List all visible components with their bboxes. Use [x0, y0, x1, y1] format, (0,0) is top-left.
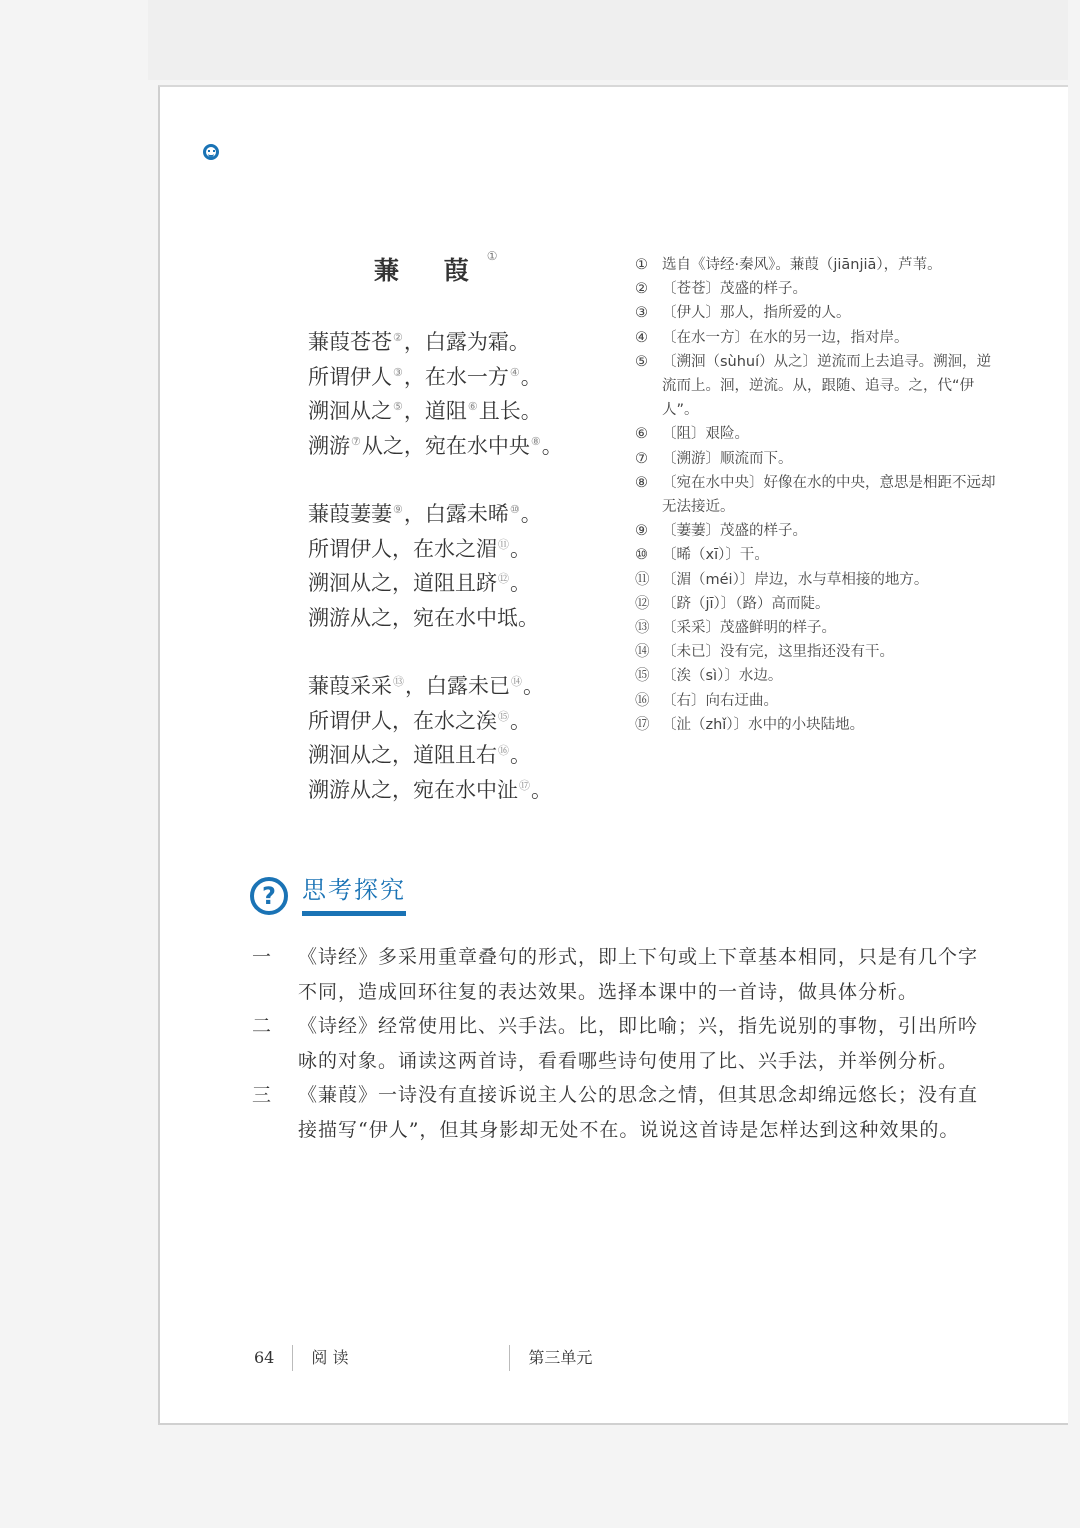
footnote-item [635, 277, 1005, 301]
divider [292, 1345, 293, 1371]
poem-text: 溯洄从之，道阻且右 [308, 743, 497, 767]
footnote-marker: ⑪ [498, 537, 509, 551]
footnote-marker: ⑭ [511, 675, 522, 688]
footnote-number: ④ [635, 329, 648, 346]
section-title: 思考探究 [302, 875, 406, 916]
poem-text: 。 [523, 674, 544, 698]
footnote-item [635, 422, 1005, 446]
footnote-item [635, 616, 1005, 640]
poem-text: 溯洄从之 [308, 399, 392, 423]
poem-text: 。 [520, 364, 542, 389]
poem-line [308, 429, 608, 464]
question-text: 《蒹葭》一诗没有直接诉说主人公的思念之情，但其思念却绵远悠长；没有直接描写“伊人”，但其身影却无处不在。说说这首诗是怎样达到这种效果的。 [298, 1084, 979, 1141]
footnote-text: 〔伊人〕那人，指所爱的人。 [662, 305, 851, 322]
footnote-text: 〔右〕向右迂曲。 [662, 692, 778, 709]
footnote-number: ⑩ [635, 547, 648, 564]
footnote-number: ⑬ [635, 620, 650, 637]
footnote-marker: ⑮ [498, 709, 509, 723]
footnote-text: 〔萋萋〕茂盛的样子。 [662, 523, 807, 540]
footnote-number: ⑪ [635, 571, 650, 588]
footer-unit: 第三单元 [528, 1348, 593, 1367]
footnote-item [635, 713, 1005, 737]
question-number: 一 [252, 946, 273, 968]
footnote-text: 〔湄（méi）〕岸边，水与草相接的地方。 [662, 571, 929, 588]
footnote-text: 〔未已〕没有完，这里指还没有干。 [662, 644, 894, 661]
footnote-marker: ④ [509, 365, 520, 379]
footnote-marker: ⑩ [509, 503, 520, 516]
poem-line [308, 325, 608, 360]
footnote-number: ③ [635, 305, 648, 322]
poem-line [308, 738, 608, 773]
poem-text: ，白露未已 [405, 674, 510, 698]
footnote-item [635, 519, 1005, 543]
poem-stanza [308, 669, 608, 807]
footnote-item [635, 301, 1005, 325]
footnote-marker: ⑦ [351, 434, 361, 448]
footnote-marker: ⑧ [530, 434, 541, 448]
poem-text: 所谓伊人 [308, 364, 392, 389]
footer-section: 阅 读 [311, 1348, 349, 1367]
poem-text: ，白露为霜。 [403, 330, 530, 354]
footnote-text: 〔采采〕茂盛鲜明的样子。 [662, 620, 836, 637]
footnote-marker: ⑬ [393, 675, 404, 688]
footnote-item [635, 350, 1005, 423]
footnote-item [635, 471, 1005, 519]
poem-line [308, 601, 608, 636]
poem-text: 所谓伊人，在水之涘 [308, 708, 497, 733]
poem-text: 。 [541, 433, 563, 458]
footnote-item [635, 543, 1005, 567]
footnote-text: 〔在水一方〕在水的另一边，指对岸。 [662, 329, 909, 346]
poem-text: 。 [510, 571, 531, 595]
poem-text: 。 [510, 536, 531, 561]
footnote-number: ⑦ [635, 450, 648, 467]
footnote-text: 〔溯游〕顺流而下。 [662, 450, 793, 467]
footnote-number: ⑮ [635, 668, 650, 685]
footnote-marker: ⑤ [393, 400, 403, 413]
poem-text: 且长。 [478, 399, 542, 423]
question-item [252, 1009, 992, 1078]
footnote-marker: ⑰ [519, 778, 530, 792]
poem-title [374, 249, 498, 289]
footnote-text: 〔宛在水中央〕好像在水的中央，意思是相距不远却无法接近。 [662, 474, 996, 516]
question-text: 《诗经》多采用重章叠句的形式，即上下句或上下章基本相同，只是有几个字不同，造成回环往复的表达效果。选择本课中的一首诗，做具体分析。 [298, 946, 979, 1003]
footnote-number: ② [635, 281, 648, 298]
textbook-page [158, 85, 1068, 1425]
poem-line [308, 497, 608, 532]
footnote-number: ⑫ [635, 595, 650, 612]
footnote-marker: ⑫ [498, 572, 509, 585]
question-item [252, 1078, 992, 1147]
footnote-text: 〔跻（jī）〕（路）高而陡。 [662, 595, 830, 612]
poem-stanza [308, 325, 608, 463]
footnote-text: 〔阻〕艰险。 [662, 426, 749, 443]
poem-text: 溯游 [308, 433, 350, 458]
footnote-marker: ③ [393, 365, 403, 379]
poem-line [308, 394, 608, 429]
footnote-item [635, 592, 1005, 616]
footnote-item [635, 253, 1005, 277]
poem-text: 蒹葭苍苍 [308, 330, 392, 354]
footnote-item [635, 689, 1005, 713]
footnote-marker: ⑥ [467, 400, 478, 413]
poem-text: 。 [510, 708, 531, 733]
footnote-text: 〔溯洄（sùhuí）从之〕逆流而上去追寻。溯洄，逆流而上。洄，逆流。从，跟随、追寻。之，代“伊人”。 [662, 353, 992, 419]
poem-text: 蒹葭采采 [308, 674, 392, 698]
question-text: 《诗经》经常使用比、兴手法。比，即比喻；兴，指先说别的事物，引出所吟咏的对象。诵读这两首诗，看看哪些诗句使用了比、兴手法，并举例分析。 [298, 1015, 979, 1072]
questions [252, 940, 992, 1147]
poem-text: ，在水一方 [403, 364, 509, 389]
question-number: 二 [252, 1015, 273, 1037]
poem-text: 所谓伊人，在水之湄 [308, 536, 497, 561]
footnote-item [635, 568, 1005, 592]
footnote-text: 〔涘（sì）〕水边。 [662, 668, 783, 685]
poem-line [308, 532, 608, 567]
footnote-marker: ⑨ [393, 503, 403, 516]
poem-stanza [308, 497, 608, 635]
poem-title-text: 蒹 葭 [374, 256, 487, 285]
poem-text: 。 [520, 502, 542, 526]
divider [509, 1345, 510, 1371]
poem-body [308, 325, 608, 841]
poem-text: 从之，宛在水中央 [361, 433, 530, 458]
footnote-number: ⑨ [635, 523, 648, 540]
footnote-text: 选自《诗经·秦风》。蒹葭（jiānjiā），芦苇。 [662, 257, 942, 273]
footnote-item [635, 326, 1005, 350]
footnote-marker: ① [486, 249, 498, 263]
poem-text: 蒹葭萋萋 [308, 502, 392, 526]
smiley-icon [203, 144, 219, 160]
poem-text: 。 [531, 777, 552, 802]
footnote-number: ⑤ [635, 353, 648, 370]
footnote-marker: ⑯ [498, 744, 509, 757]
poem-line [308, 773, 608, 808]
question-number: 三 [252, 1084, 273, 1106]
poem-text: 。 [510, 743, 531, 767]
footnote-number: ⑯ [635, 692, 650, 709]
poem-line [308, 566, 608, 601]
poem-text: 溯游从之，宛在水中坻。 [308, 605, 539, 630]
poem-text: 溯洄从之，道阻且跻 [308, 571, 497, 595]
footnote-number: ⑰ [635, 716, 650, 733]
page-number: 64 [254, 1348, 275, 1367]
footnote-item [635, 664, 1005, 688]
poem-text: ，白露未晞 [403, 502, 509, 526]
footnote-item [635, 640, 1005, 664]
footnote-number: ⑭ [635, 644, 650, 661]
footnote-text: 〔苍苍〕茂盛的样子。 [662, 281, 807, 298]
section-header [250, 875, 406, 916]
poem-text: 溯游从之，宛在水中沚 [308, 777, 518, 802]
page-footer [254, 1345, 592, 1371]
footnote-text: 〔晞（xī）〕干。 [662, 547, 769, 564]
poem-line [308, 360, 608, 395]
footnote-marker: ② [393, 331, 403, 344]
footnotes [635, 253, 1005, 737]
poem-line [308, 669, 608, 704]
scan-margin [148, 0, 1068, 80]
footnote-item [635, 447, 1005, 471]
footnote-text: 〔沚（zhǐ）〕水中的小块陆地。 [662, 716, 865, 733]
question-item [252, 940, 992, 1009]
poem-text: ，道阻 [403, 399, 467, 423]
footnote-number: ① [635, 257, 648, 273]
question-icon: ? [250, 877, 288, 915]
footnote-number: ⑥ [635, 426, 648, 443]
footnote-number: ⑧ [635, 474, 648, 491]
poem-line [308, 704, 608, 739]
